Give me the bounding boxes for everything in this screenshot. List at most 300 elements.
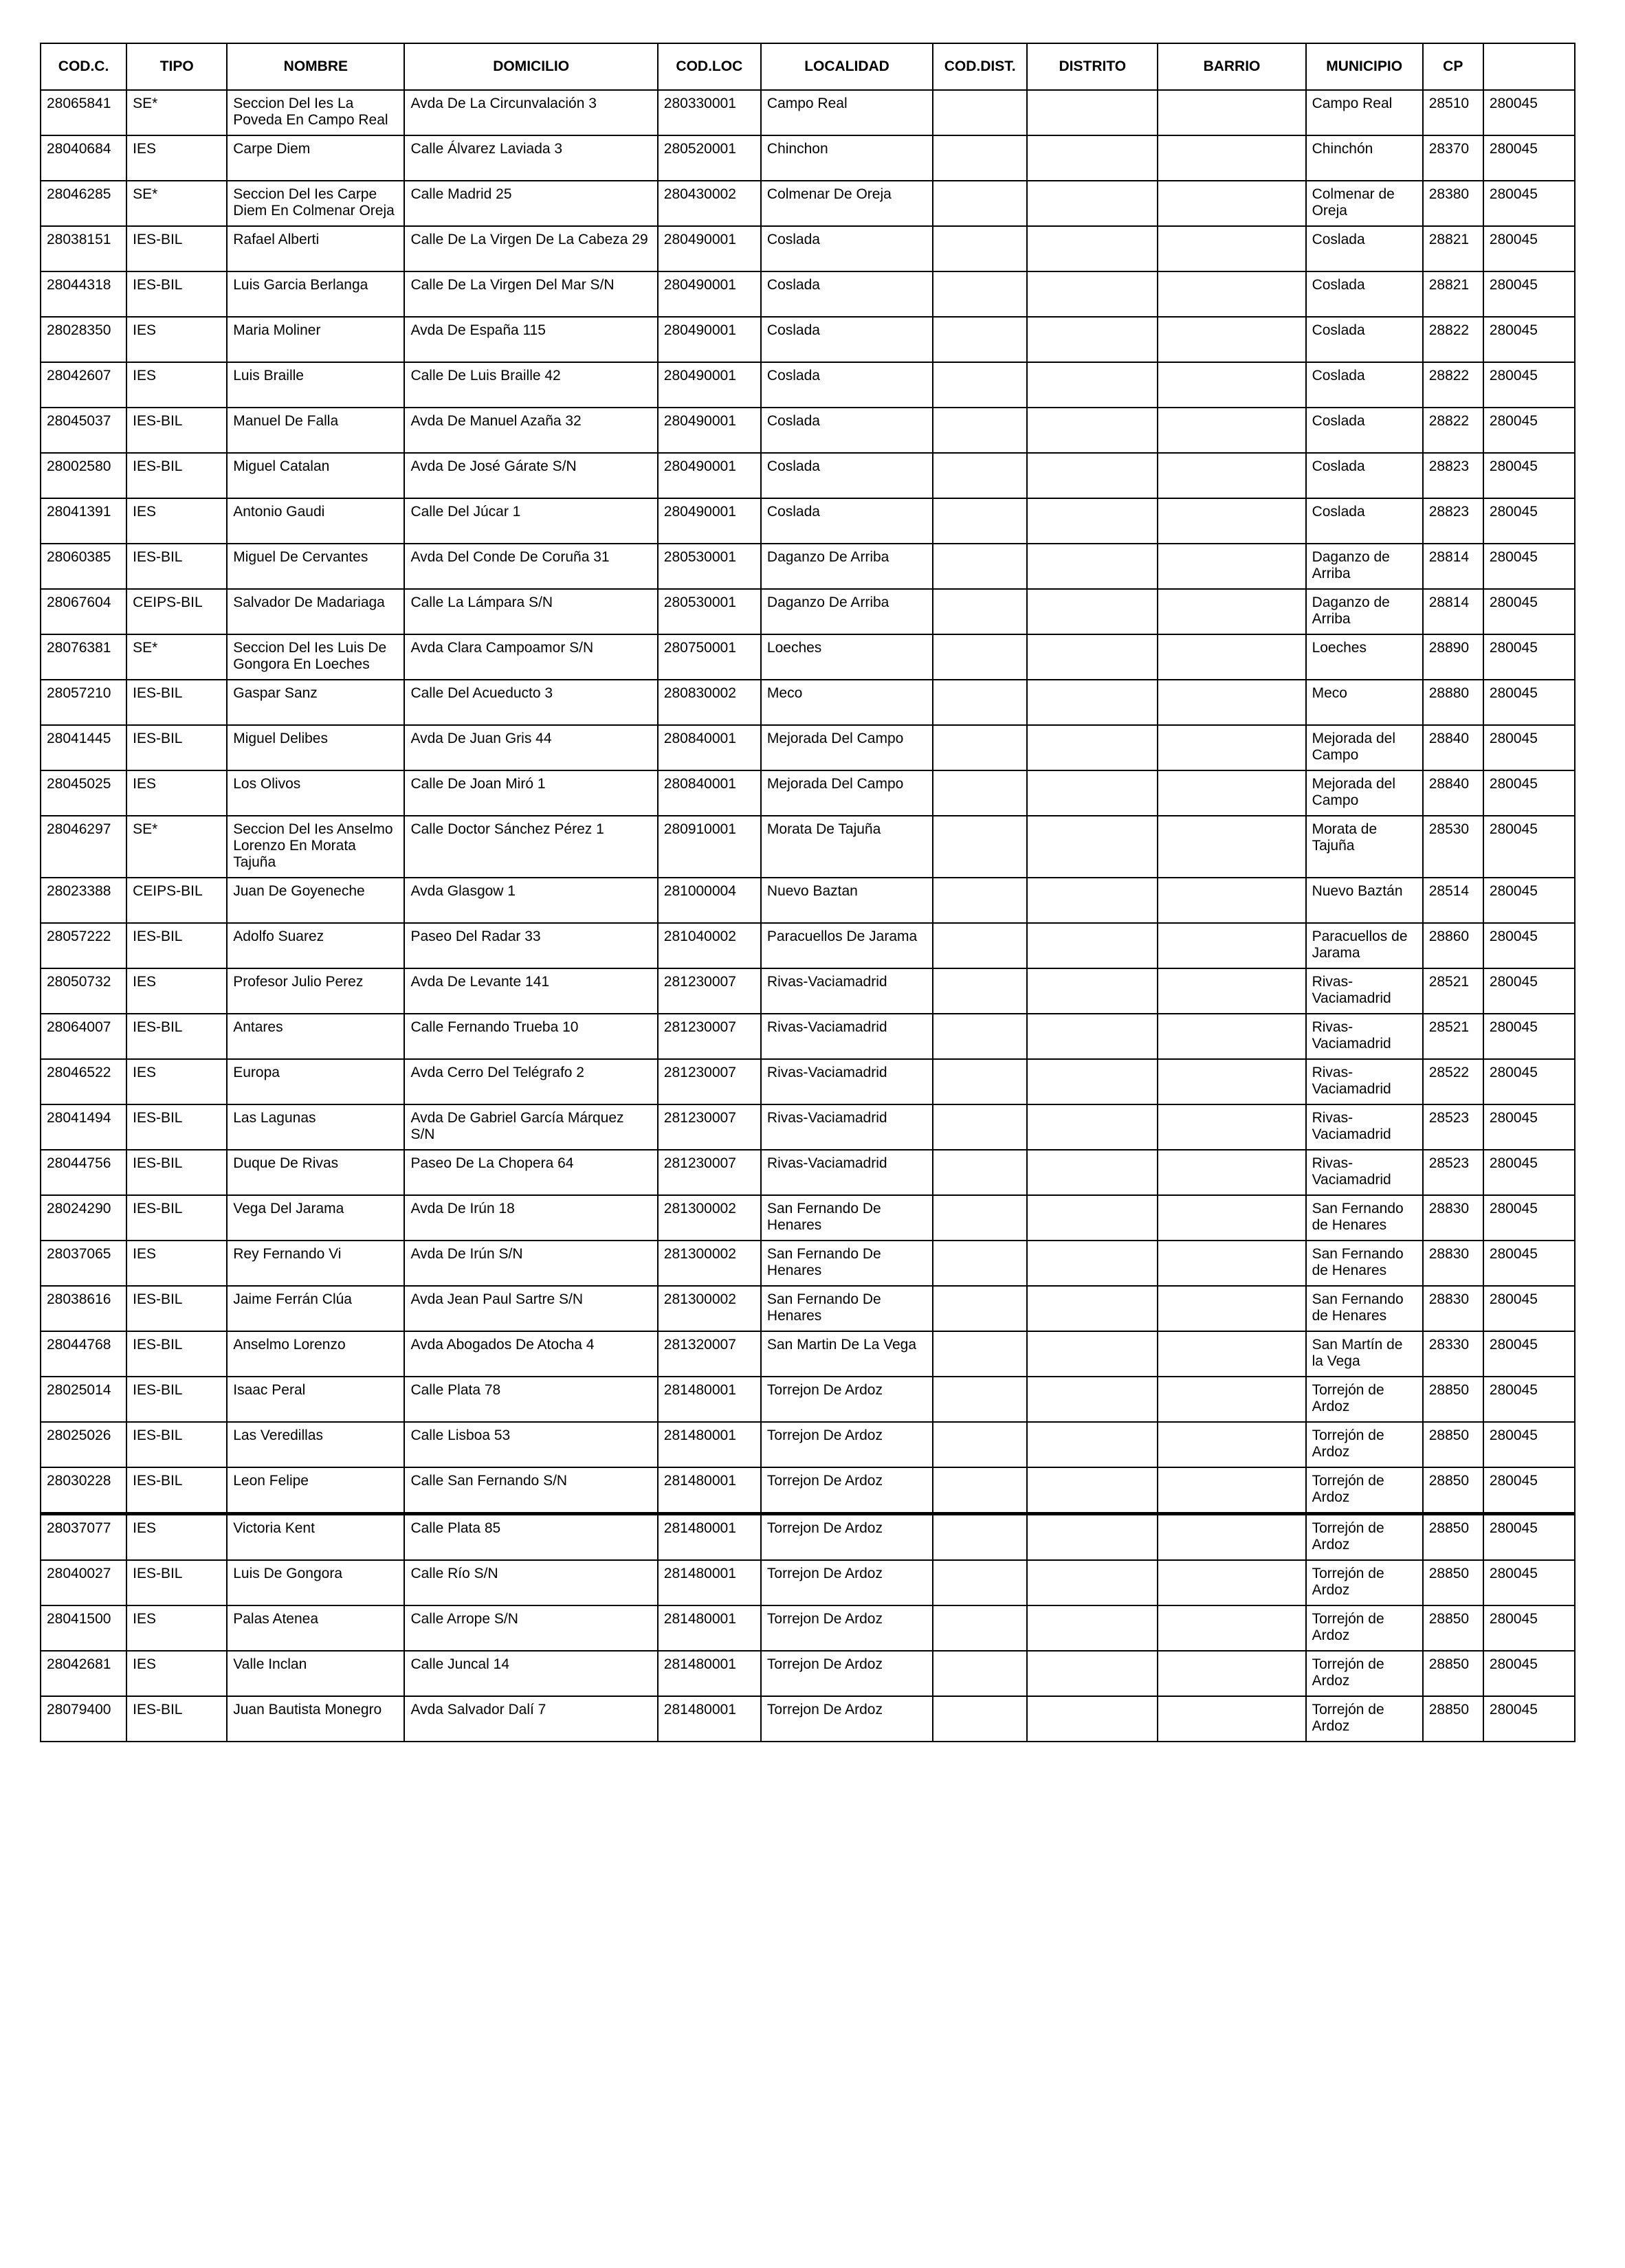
cell-barrio (1158, 816, 1305, 878)
cell-cod-dist (933, 770, 1027, 816)
column-header-blank (1483, 43, 1575, 90)
cell-cod-loc: 281230007 (658, 1014, 761, 1059)
cell-municipio: Torrejón de Ardoz (1306, 1422, 1423, 1467)
cell-barrio (1158, 1014, 1305, 1059)
cell-cod-dist (933, 135, 1027, 181)
cell-extra: 280045 (1483, 923, 1575, 968)
cell-cod-dist (933, 1286, 1027, 1331)
cell-localidad: San Fernando De Henares (761, 1286, 933, 1331)
cell-cp: 28523 (1423, 1150, 1483, 1195)
cell-cod-dist (933, 923, 1027, 968)
cell-cod-c: 28044318 (41, 271, 126, 317)
cell-cod-dist (933, 1377, 1027, 1422)
cell-barrio (1158, 271, 1305, 317)
cell-barrio (1158, 680, 1305, 725)
cell-extra: 280045 (1483, 1195, 1575, 1241)
cell-cod-c: 28041494 (41, 1104, 126, 1150)
cell-domicilio: Avda De Gabriel García Márquez S/N (404, 1104, 657, 1150)
cell-cod-c: 28046522 (41, 1059, 126, 1104)
cell-cp: 28822 (1423, 408, 1483, 453)
cell-cod-loc: 281480001 (658, 1560, 761, 1605)
cell-localidad: Coslada (761, 498, 933, 544)
cell-distrito (1027, 90, 1158, 135)
cell-municipio: Paracuellos de Jarama (1306, 923, 1423, 968)
cell-tipo: IES-BIL (126, 1467, 227, 1514)
cell-localidad: Coslada (761, 453, 933, 498)
cell-cod-dist (933, 1651, 1027, 1696)
cell-cod-c: 28046285 (41, 181, 126, 226)
cell-domicilio: Avda Cerro Del Telégrafo 2 (404, 1059, 657, 1104)
cell-cp: 28823 (1423, 498, 1483, 544)
cell-distrito (1027, 923, 1158, 968)
cell-barrio (1158, 408, 1305, 453)
cell-cod-c: 28040027 (41, 1560, 126, 1605)
cell-distrito (1027, 135, 1158, 181)
cell-domicilio: Calle De Joan Miró 1 (404, 770, 657, 816)
cell-cod-c: 28041500 (41, 1605, 126, 1651)
cell-tipo: IES (126, 770, 227, 816)
cell-cp: 28522 (1423, 1059, 1483, 1104)
cell-distrito (1027, 1514, 1158, 1561)
cell-cod-loc: 281230007 (658, 1104, 761, 1150)
cell-cod-loc: 281320007 (658, 1331, 761, 1377)
table-row (41, 317, 1575, 362)
cell-extra: 280045 (1483, 271, 1575, 317)
cell-tipo: CEIPS-BIL (126, 878, 227, 923)
cell-domicilio: Calle De La Virgen Del Mar S/N (404, 271, 657, 317)
cell-distrito (1027, 968, 1158, 1014)
cell-domicilio: Calle Del Júcar 1 (404, 498, 657, 544)
cell-extra: 280045 (1483, 135, 1575, 181)
cell-extra: 280045 (1483, 1651, 1575, 1696)
cell-extra: 280045 (1483, 317, 1575, 362)
table-row (41, 968, 1575, 1014)
cell-domicilio: Calle Doctor Sánchez Pérez 1 (404, 816, 657, 878)
cell-distrito (1027, 816, 1158, 878)
cell-cp: 28850 (1423, 1514, 1483, 1561)
cell-cod-loc: 280530001 (658, 544, 761, 589)
cell-distrito (1027, 680, 1158, 725)
column-header-cod-dist: COD.DIST. (933, 43, 1027, 90)
cell-municipio: Campo Real (1306, 90, 1423, 135)
cell-municipio: Mejorada del Campo (1306, 770, 1423, 816)
table-row (41, 135, 1575, 181)
cell-barrio (1158, 1467, 1305, 1514)
cell-municipio: Nuevo Baztán (1306, 878, 1423, 923)
cell-cod-loc: 280330001 (658, 90, 761, 135)
cell-cod-c: 28057222 (41, 923, 126, 968)
table-row (41, 680, 1575, 725)
cell-nombre: Salvador De Madariaga (227, 589, 404, 634)
schools-table (40, 43, 1576, 1742)
cell-distrito (1027, 544, 1158, 589)
cell-tipo: IES-BIL (126, 226, 227, 271)
cell-cod-loc: 281480001 (658, 1514, 761, 1561)
cell-domicilio: Calle Plata 85 (404, 1514, 657, 1561)
cell-domicilio: Calle Juncal 14 (404, 1651, 657, 1696)
cell-localidad: Meco (761, 680, 933, 725)
cell-cod-loc: 281230007 (658, 1150, 761, 1195)
cell-municipio: Torrejón de Ardoz (1306, 1514, 1423, 1561)
cell-nombre: Luis Garcia Berlanga (227, 271, 404, 317)
cell-localidad: Coslada (761, 408, 933, 453)
schools-table-body (41, 90, 1575, 1742)
cell-nombre: Seccion Del Ies Carpe Diem En Colmenar Oreja (227, 181, 404, 226)
cell-extra: 280045 (1483, 1605, 1575, 1651)
cell-nombre: Valle Inclan (227, 1651, 404, 1696)
cell-municipio: Coslada (1306, 498, 1423, 544)
cell-tipo: SE* (126, 816, 227, 878)
cell-extra: 280045 (1483, 498, 1575, 544)
cell-cod-loc: 280490001 (658, 498, 761, 544)
cell-barrio (1158, 1059, 1305, 1104)
cell-municipio: Colmenar de Oreja (1306, 181, 1423, 226)
cell-localidad: San Martin De La Vega (761, 1331, 933, 1377)
cell-distrito (1027, 725, 1158, 770)
cell-cp: 28850 (1423, 1422, 1483, 1467)
cell-barrio (1158, 1195, 1305, 1241)
cell-cod-loc: 281480001 (658, 1696, 761, 1742)
cell-distrito (1027, 1014, 1158, 1059)
cell-cod-loc: 281300002 (658, 1241, 761, 1286)
cell-domicilio: Paseo Del Radar 33 (404, 923, 657, 968)
cell-municipio: Torrejón de Ardoz (1306, 1467, 1423, 1514)
cell-cod-loc: 280490001 (658, 271, 761, 317)
cell-cod-dist (933, 1467, 1027, 1514)
cell-cp: 28850 (1423, 1467, 1483, 1514)
column-header-domicilio: DOMICILIO (404, 43, 657, 90)
table-row (41, 1696, 1575, 1742)
cell-barrio (1158, 226, 1305, 271)
column-header-tipo: TIPO (126, 43, 227, 90)
cell-localidad: Torrejon De Ardoz (761, 1560, 933, 1605)
cell-localidad: Torrejon De Ardoz (761, 1696, 933, 1742)
cell-cod-c: 28042681 (41, 1651, 126, 1696)
cell-domicilio: Avda Salvador Dalí 7 (404, 1696, 657, 1742)
table-row (41, 362, 1575, 408)
cell-cod-dist (933, 1560, 1027, 1605)
cell-domicilio: Avda Del Conde De Coruña 31 (404, 544, 657, 589)
cell-cod-loc: 281480001 (658, 1377, 761, 1422)
cell-cod-loc: 281230007 (658, 968, 761, 1014)
cell-nombre: Seccion Del Ies La Poveda En Campo Real (227, 90, 404, 135)
cell-distrito (1027, 589, 1158, 634)
cell-cod-dist (933, 1150, 1027, 1195)
cell-municipio: Coslada (1306, 408, 1423, 453)
cell-localidad: Mejorada Del Campo (761, 770, 933, 816)
cell-localidad: San Fernando De Henares (761, 1195, 933, 1241)
cell-localidad: Nuevo Baztan (761, 878, 933, 923)
cell-cod-dist (933, 1331, 1027, 1377)
cell-barrio (1158, 317, 1305, 362)
cell-cod-c: 28030228 (41, 1467, 126, 1514)
cell-cod-dist (933, 634, 1027, 680)
cell-cod-dist (933, 1014, 1027, 1059)
cell-cp: 28830 (1423, 1195, 1483, 1241)
cell-barrio (1158, 1331, 1305, 1377)
cell-extra: 280045 (1483, 408, 1575, 453)
cell-cod-c: 28064007 (41, 1014, 126, 1059)
cell-cod-dist (933, 271, 1027, 317)
cell-localidad: Coslada (761, 271, 933, 317)
cell-nombre: Luis De Gongora (227, 1560, 404, 1605)
cell-tipo: IES-BIL (126, 1286, 227, 1331)
cell-domicilio: Calle Madrid 25 (404, 181, 657, 226)
cell-barrio (1158, 1104, 1305, 1150)
cell-municipio: Coslada (1306, 453, 1423, 498)
cell-nombre: Victoria Kent (227, 1514, 404, 1561)
cell-domicilio: Avda De José Gárate S/N (404, 453, 657, 498)
cell-cod-loc: 280490001 (658, 453, 761, 498)
cell-cp: 28821 (1423, 226, 1483, 271)
cell-localidad: Coslada (761, 317, 933, 362)
column-header-municipio: MUNICIPIO (1306, 43, 1423, 90)
cell-barrio (1158, 1696, 1305, 1742)
cell-domicilio: Avda Jean Paul Sartre S/N (404, 1286, 657, 1331)
cell-cod-dist (933, 1195, 1027, 1241)
cell-municipio: Daganzo de Arriba (1306, 544, 1423, 589)
cell-cp: 28840 (1423, 725, 1483, 770)
cell-nombre: Seccion Del Ies Anselmo Lorenzo En Morata Tajuña (227, 816, 404, 878)
cell-cp: 28530 (1423, 816, 1483, 878)
table-row (41, 1241, 1575, 1286)
cell-cod-loc: 281480001 (658, 1467, 761, 1514)
cell-tipo: IES (126, 498, 227, 544)
cell-nombre: Seccion Del Ies Luis De Gongora En Loeches (227, 634, 404, 680)
cell-extra: 280045 (1483, 1059, 1575, 1104)
table-row (41, 498, 1575, 544)
cell-cod-loc: 281000004 (658, 878, 761, 923)
cell-tipo: IES-BIL (126, 680, 227, 725)
column-header-cod-loc: COD.LOC (658, 43, 761, 90)
cell-cod-c: 28037065 (41, 1241, 126, 1286)
cell-extra: 280045 (1483, 1241, 1575, 1286)
cell-distrito (1027, 271, 1158, 317)
cell-cod-dist (933, 226, 1027, 271)
table-row (41, 226, 1575, 271)
cell-localidad: Chinchon (761, 135, 933, 181)
cell-nombre: Profesor Julio Perez (227, 968, 404, 1014)
cell-distrito (1027, 181, 1158, 226)
cell-municipio: Rivas-Vaciamadrid (1306, 1014, 1423, 1059)
table-row (41, 634, 1575, 680)
cell-distrito (1027, 1560, 1158, 1605)
cell-cp: 28814 (1423, 544, 1483, 589)
cell-cp: 28821 (1423, 271, 1483, 317)
cell-cod-c: 28023388 (41, 878, 126, 923)
cell-extra: 280045 (1483, 680, 1575, 725)
cell-cod-c: 28042607 (41, 362, 126, 408)
cell-nombre: Antares (227, 1014, 404, 1059)
cell-distrito (1027, 408, 1158, 453)
cell-domicilio: Avda De España 115 (404, 317, 657, 362)
column-header-cp: CP (1423, 43, 1483, 90)
cell-localidad: Paracuellos De Jarama (761, 923, 933, 968)
cell-barrio (1158, 1422, 1305, 1467)
cell-municipio: Torrejón de Ardoz (1306, 1560, 1423, 1605)
cell-tipo: SE* (126, 634, 227, 680)
cell-cod-c: 28040684 (41, 135, 126, 181)
table-row (41, 1605, 1575, 1651)
cell-domicilio: Calle De Luis Braille 42 (404, 362, 657, 408)
cell-cod-dist (933, 1514, 1027, 1561)
cell-cp: 28823 (1423, 453, 1483, 498)
cell-nombre: Europa (227, 1059, 404, 1104)
cell-barrio (1158, 1651, 1305, 1696)
cell-domicilio: Avda De Juan Gris 44 (404, 725, 657, 770)
cell-localidad: Torrejon De Ardoz (761, 1651, 933, 1696)
cell-cod-loc: 281480001 (658, 1605, 761, 1651)
cell-cp: 28370 (1423, 135, 1483, 181)
cell-cod-loc: 280490001 (658, 226, 761, 271)
cell-cp: 28814 (1423, 589, 1483, 634)
cell-cod-dist (933, 408, 1027, 453)
table-row (41, 1377, 1575, 1422)
cell-localidad: Campo Real (761, 90, 933, 135)
cell-tipo: IES (126, 362, 227, 408)
cell-cod-c: 28028350 (41, 317, 126, 362)
cell-extra: 280045 (1483, 1377, 1575, 1422)
cell-localidad: Rivas-Vaciamadrid (761, 1059, 933, 1104)
cell-municipio: Rivas-Vaciamadrid (1306, 1104, 1423, 1150)
cell-localidad: Rivas-Vaciamadrid (761, 1014, 933, 1059)
cell-cod-dist (933, 816, 1027, 878)
cell-barrio (1158, 453, 1305, 498)
cell-barrio (1158, 968, 1305, 1014)
table-row (41, 271, 1575, 317)
cell-nombre: Los Olivos (227, 770, 404, 816)
cell-cod-loc: 280910001 (658, 816, 761, 878)
cell-nombre: Las Veredillas (227, 1422, 404, 1467)
cell-localidad: Rivas-Vaciamadrid (761, 1104, 933, 1150)
cell-cp: 28880 (1423, 680, 1483, 725)
cell-distrito (1027, 362, 1158, 408)
cell-localidad: Torrejon De Ardoz (761, 1514, 933, 1561)
cell-cod-loc: 280430002 (658, 181, 761, 226)
cell-barrio (1158, 181, 1305, 226)
cell-barrio (1158, 1377, 1305, 1422)
column-header-cod-c: COD.C. (41, 43, 126, 90)
cell-domicilio: Avda De Irún 18 (404, 1195, 657, 1241)
table-row (41, 1422, 1575, 1467)
cell-extra: 280045 (1483, 1286, 1575, 1331)
cell-cod-dist (933, 1241, 1027, 1286)
cell-extra: 280045 (1483, 1696, 1575, 1742)
cell-cod-loc: 281480001 (658, 1422, 761, 1467)
table-row (41, 1059, 1575, 1104)
cell-extra: 280045 (1483, 181, 1575, 226)
cell-cod-loc: 280490001 (658, 408, 761, 453)
cell-domicilio: Calle La Lámpara S/N (404, 589, 657, 634)
cell-extra: 280045 (1483, 1467, 1575, 1514)
cell-municipio: San Fernando de Henares (1306, 1286, 1423, 1331)
cell-cod-dist (933, 1422, 1027, 1467)
cell-cp: 28523 (1423, 1104, 1483, 1150)
cell-barrio (1158, 634, 1305, 680)
cell-localidad: Rivas-Vaciamadrid (761, 1150, 933, 1195)
cell-cod-loc: 281480001 (658, 1651, 761, 1696)
cell-domicilio: Calle De La Virgen De La Cabeza 29 (404, 226, 657, 271)
cell-localidad: Torrejon De Ardoz (761, 1605, 933, 1651)
cell-cod-dist (933, 1104, 1027, 1150)
column-header-nombre: NOMBRE (227, 43, 404, 90)
cell-domicilio: Calle Del Acueducto 3 (404, 680, 657, 725)
cell-localidad: Torrejon De Ardoz (761, 1422, 933, 1467)
cell-barrio (1158, 1286, 1305, 1331)
table-row (41, 453, 1575, 498)
cell-cp: 28380 (1423, 181, 1483, 226)
cell-distrito (1027, 878, 1158, 923)
cell-cp: 28830 (1423, 1286, 1483, 1331)
cell-cod-loc: 280530001 (658, 589, 761, 634)
cell-distrito (1027, 1605, 1158, 1651)
cell-cod-c: 28067604 (41, 589, 126, 634)
cell-localidad: Morata De Tajuña (761, 816, 933, 878)
cell-nombre: Adolfo Suarez (227, 923, 404, 968)
table-row (41, 770, 1575, 816)
cell-cod-dist (933, 1605, 1027, 1651)
cell-extra: 280045 (1483, 878, 1575, 923)
cell-extra: 280045 (1483, 1514, 1575, 1561)
cell-extra: 280045 (1483, 816, 1575, 878)
table-row (41, 1331, 1575, 1377)
column-header-localidad: LOCALIDAD (761, 43, 933, 90)
cell-cod-dist (933, 544, 1027, 589)
cell-nombre: Maria Moliner (227, 317, 404, 362)
cell-cod-c: 28038616 (41, 1286, 126, 1331)
cell-tipo: IES-BIL (126, 1150, 227, 1195)
table-row (41, 1560, 1575, 1605)
table-row (41, 1150, 1575, 1195)
cell-barrio (1158, 589, 1305, 634)
cell-cod-c: 28079400 (41, 1696, 126, 1742)
cell-domicilio: Avda Abogados De Atocha 4 (404, 1331, 657, 1377)
cell-cp: 28850 (1423, 1377, 1483, 1422)
cell-barrio (1158, 362, 1305, 408)
table-row (41, 1467, 1575, 1514)
cell-cod-c: 28045037 (41, 408, 126, 453)
cell-cod-c: 28041391 (41, 498, 126, 544)
cell-cod-c: 28044756 (41, 1150, 126, 1195)
column-header-distrito: DISTRITO (1027, 43, 1158, 90)
cell-cod-loc: 280490001 (658, 317, 761, 362)
cell-cod-loc: 280830002 (658, 680, 761, 725)
table-row (41, 1195, 1575, 1241)
cell-barrio (1158, 498, 1305, 544)
cell-tipo: IES (126, 1241, 227, 1286)
cell-cod-dist (933, 1059, 1027, 1104)
cell-localidad: Colmenar De Oreja (761, 181, 933, 226)
cell-distrito (1027, 226, 1158, 271)
cell-cod-loc: 280520001 (658, 135, 761, 181)
cell-barrio (1158, 1514, 1305, 1561)
cell-cp: 28850 (1423, 1605, 1483, 1651)
cell-distrito (1027, 498, 1158, 544)
table-row (41, 1286, 1575, 1331)
cell-tipo: IES (126, 135, 227, 181)
cell-nombre: Isaac Peral (227, 1377, 404, 1422)
cell-municipio: San Fernando de Henares (1306, 1195, 1423, 1241)
cell-distrito (1027, 1696, 1158, 1742)
cell-municipio: Rivas-Vaciamadrid (1306, 1150, 1423, 1195)
cell-cod-c: 28037077 (41, 1514, 126, 1561)
cell-extra: 280045 (1483, 1104, 1575, 1150)
cell-nombre: Leon Felipe (227, 1467, 404, 1514)
cell-domicilio: Calle Río S/N (404, 1560, 657, 1605)
cell-tipo: IES (126, 317, 227, 362)
cell-distrito (1027, 1059, 1158, 1104)
cell-distrito (1027, 1241, 1158, 1286)
